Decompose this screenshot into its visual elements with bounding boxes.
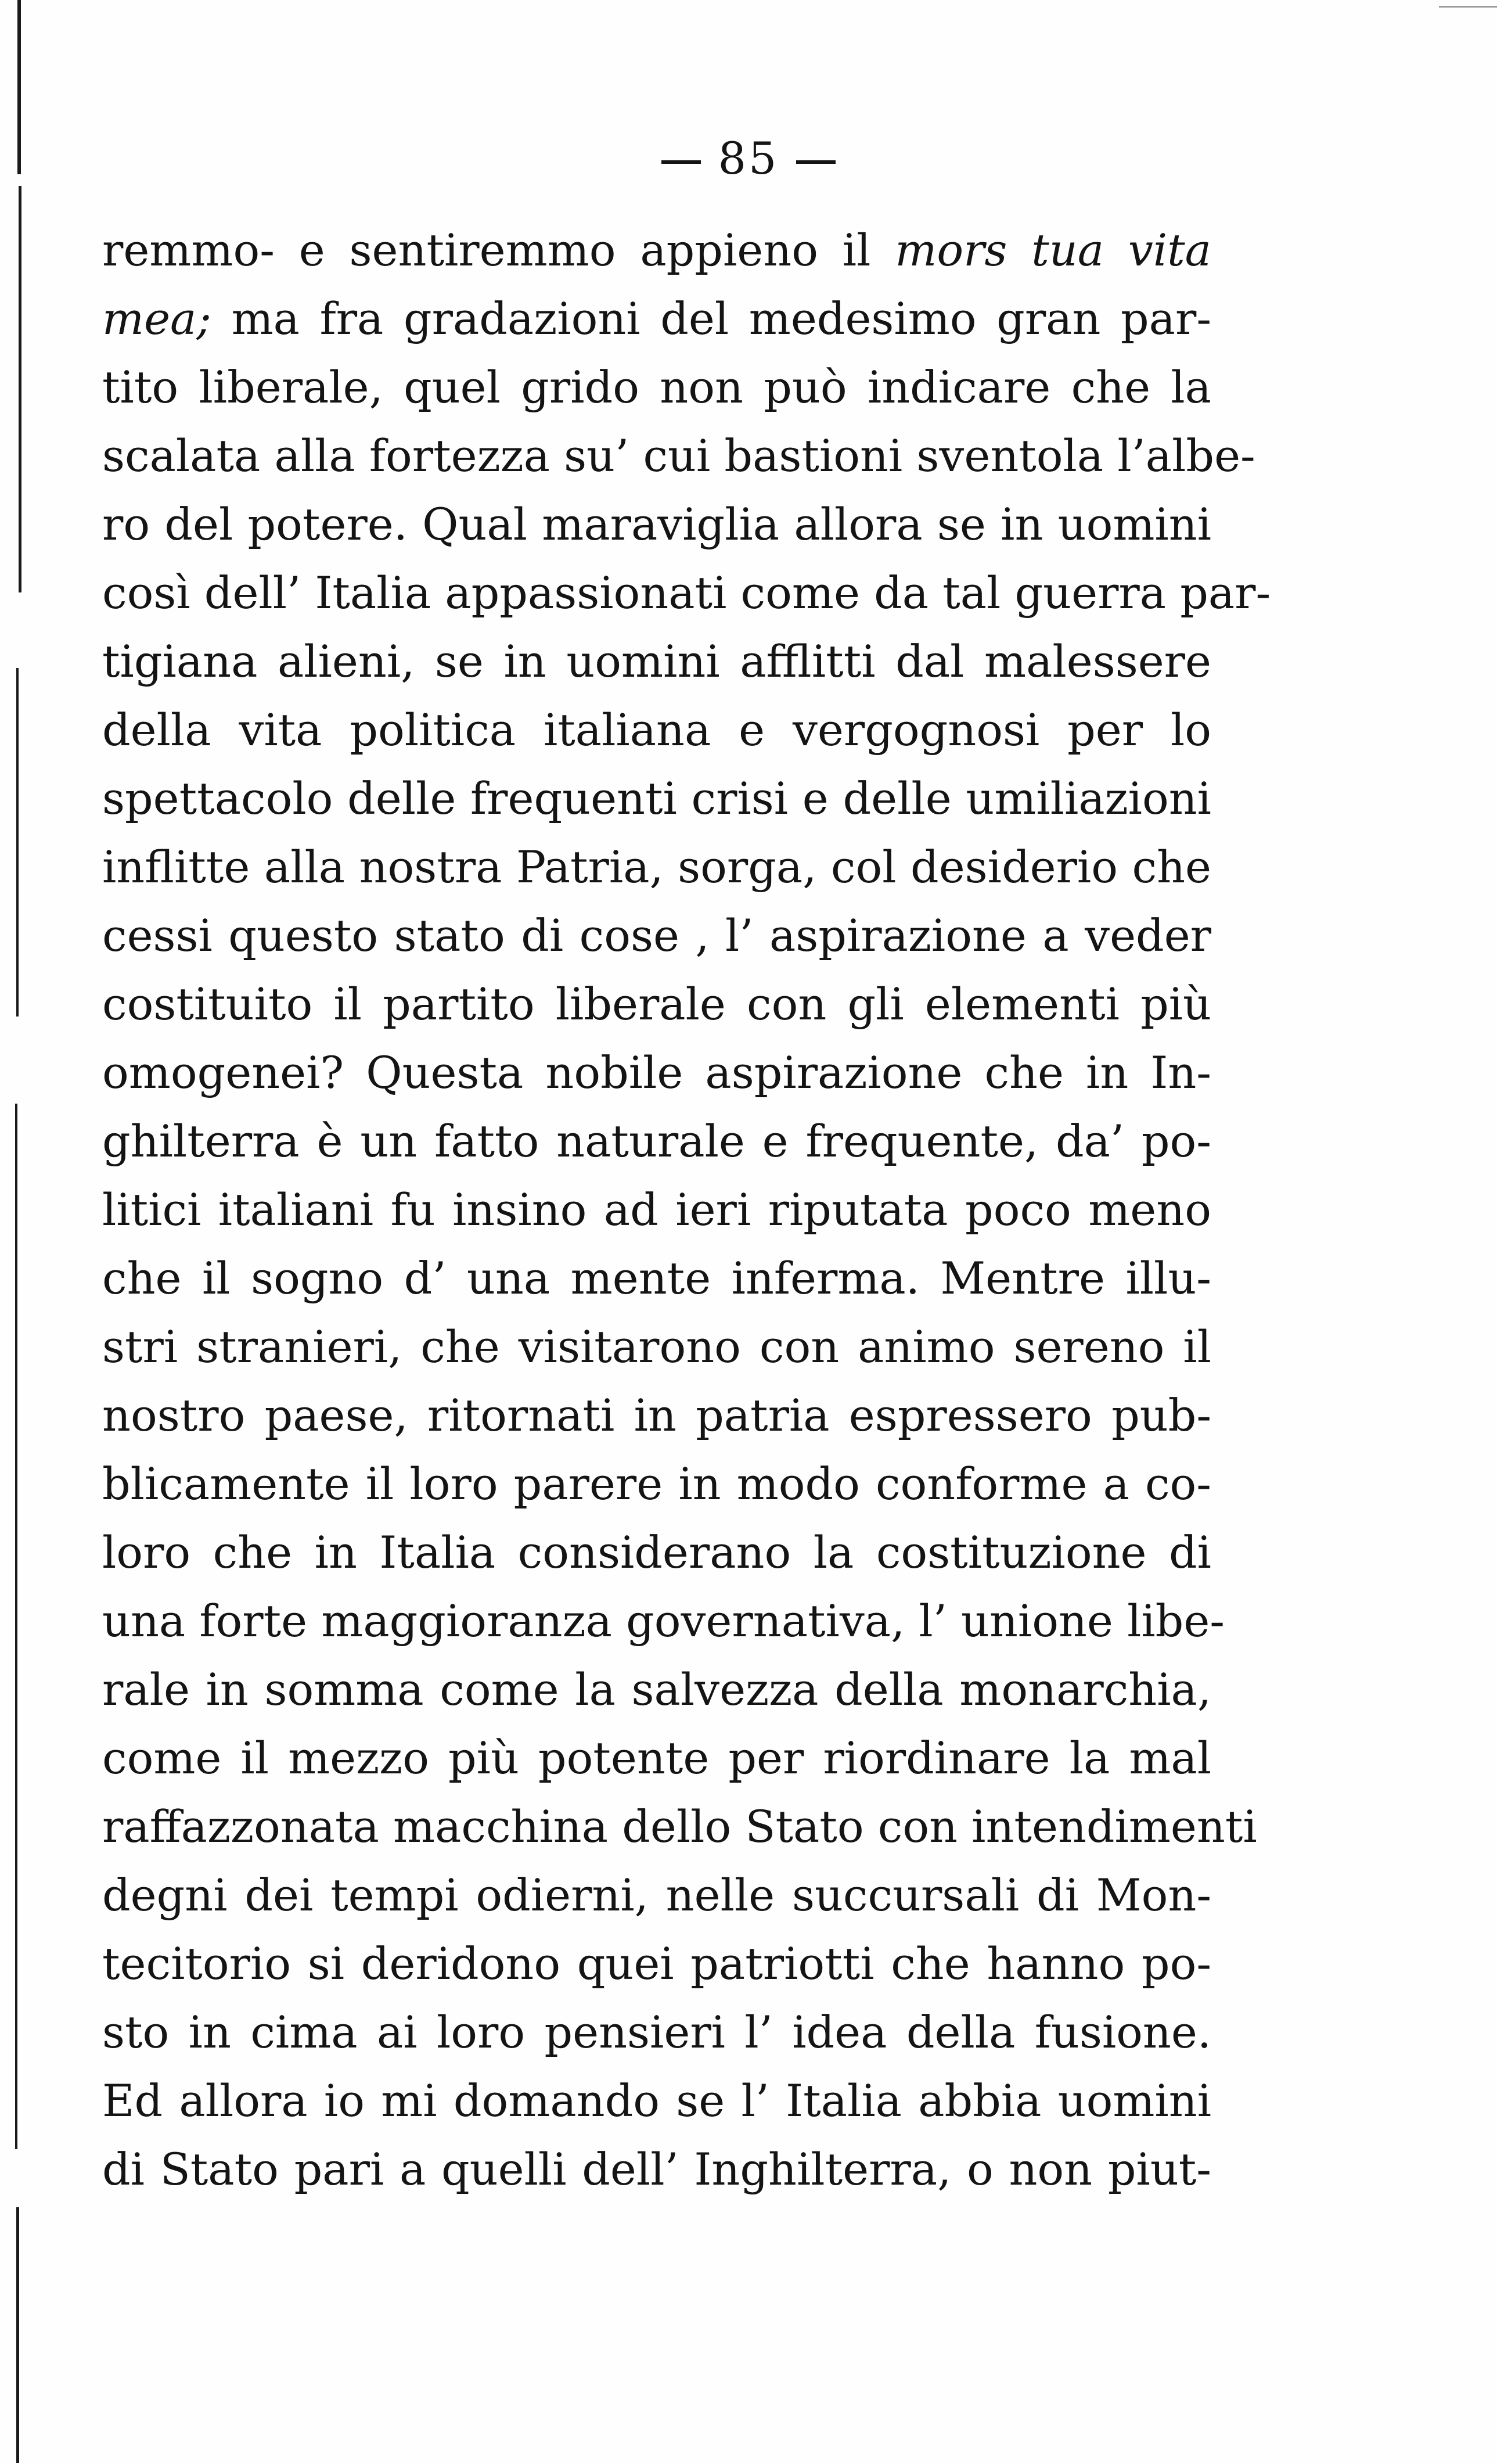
text-span: della vita politica italiana e vergognosi per lo xyxy=(102,704,1211,756)
text-span: stri stranieri, che visitarono con animo sereno il xyxy=(102,1321,1211,1373)
text-line xyxy=(102,1793,1257,1861)
text-line xyxy=(102,1381,1211,1450)
text-span: una forte maggioranza governativa, l’ unione libe- xyxy=(102,1595,1225,1647)
text-line xyxy=(102,1655,1211,1724)
text-span: remmo- e sentiremmo appieno il xyxy=(102,224,895,276)
text-span: tito liberale, quel grido non può indicare che la xyxy=(102,361,1211,413)
text-line xyxy=(102,2067,1211,2135)
body-text xyxy=(102,216,1271,2204)
binding-edge-line xyxy=(16,2207,19,2463)
text-line xyxy=(102,1587,1225,1655)
text-span: nostro paese, ritornati in patria espressero pub- xyxy=(102,1389,1211,1441)
text-span: scalata alla fortezza su’ cui bastioni sventola l’albe- xyxy=(102,430,1255,482)
text-line xyxy=(102,1039,1211,1107)
text-span: omogenei? Questa nobile aspirazione che in In- xyxy=(102,1047,1211,1098)
text-span: raffazzonata macchina dello Stato con intendimenti xyxy=(102,1801,1257,1852)
text-line xyxy=(102,1244,1211,1313)
page-number xyxy=(0,132,1497,184)
text-span: tecitorio si deridono quei patriotti che hanno po- xyxy=(102,1938,1211,1989)
text-span: sto in cima ai loro pensieri l’ idea della fusione. xyxy=(102,2006,1211,2058)
text-line xyxy=(102,422,1255,490)
text-line xyxy=(102,627,1211,696)
text-line xyxy=(102,490,1211,559)
text-span: loro che in Italia considerano la costituzione di xyxy=(102,1526,1211,1578)
text-span: inflitte alla nostra Patria, sorga, col desiderio che xyxy=(102,841,1211,893)
text-line xyxy=(102,833,1211,901)
text-span: ma fra gradazioni del medesimo gran par- xyxy=(211,293,1211,344)
dash-right xyxy=(796,160,836,164)
text-line xyxy=(102,216,1211,285)
text-span: rale in somma come la salvezza della monarchia, xyxy=(102,1664,1211,1715)
text-span: ghilterra è un fatto naturale e frequente, da’ po- xyxy=(102,1115,1211,1167)
text-line xyxy=(102,285,1211,353)
text-span: tigiana alieni, se in uomini afflitti dal malessere xyxy=(102,635,1211,687)
binding-edge-line xyxy=(15,1104,17,2149)
text-span: blicamente il loro parere in modo conforme a co- xyxy=(102,1458,1211,1510)
text-line xyxy=(102,970,1211,1039)
text-span: spettacolo delle frequenti crisi e delle umiliazioni xyxy=(102,773,1211,824)
italic-phrase: mors tua vita xyxy=(895,224,1211,276)
text-line xyxy=(102,559,1271,627)
text-span: cessi questo stato di cose , l’ aspirazione a veder xyxy=(102,910,1211,961)
text-span: ro del potere. Qual maraviglia allora se in uomini xyxy=(102,498,1211,550)
text-line xyxy=(102,1107,1211,1176)
text-line xyxy=(102,1313,1211,1381)
binding-edge-line xyxy=(19,186,21,592)
text-span: come il mezzo più potente per riordinare la mal xyxy=(102,1732,1211,1784)
text-span: litici italiani fu insino ad ieri riputata poco meno xyxy=(102,1184,1211,1235)
text-line xyxy=(102,1861,1211,1930)
text-line xyxy=(102,1450,1211,1518)
text-span: che il sogno d’ una mente inferma. Mentre illu- xyxy=(102,1252,1211,1304)
italic-phrase: mea; xyxy=(102,293,211,344)
text-span: degni dei tempi odierni, nelle succursali di Mon- xyxy=(102,1869,1211,1921)
text-line xyxy=(102,764,1211,833)
scan-edge-rule xyxy=(1439,6,1497,8)
text-line xyxy=(102,1998,1211,2067)
text-line xyxy=(102,353,1211,422)
binding-edge-line xyxy=(16,668,19,1017)
page-number-value: 85 xyxy=(718,132,779,184)
dash-left xyxy=(661,160,701,164)
text-span: Ed allora io mi domando se l’ Italia abbia uomini xyxy=(102,2075,1211,2127)
text-line xyxy=(102,2135,1211,2204)
text-line xyxy=(102,696,1211,764)
text-span: costituito il partito liberale con gli elementi più xyxy=(102,978,1211,1030)
text-line xyxy=(102,1176,1211,1244)
text-line xyxy=(102,1724,1211,1793)
text-line xyxy=(102,901,1211,970)
text-line xyxy=(102,1518,1211,1587)
text-span: di Stato pari a quelli dell’ Inghilterra, o non piut- xyxy=(102,2143,1211,2195)
text-span: così dell’ Italia appassionati come da tal guerra par- xyxy=(102,567,1271,619)
text-line xyxy=(102,1930,1211,1998)
